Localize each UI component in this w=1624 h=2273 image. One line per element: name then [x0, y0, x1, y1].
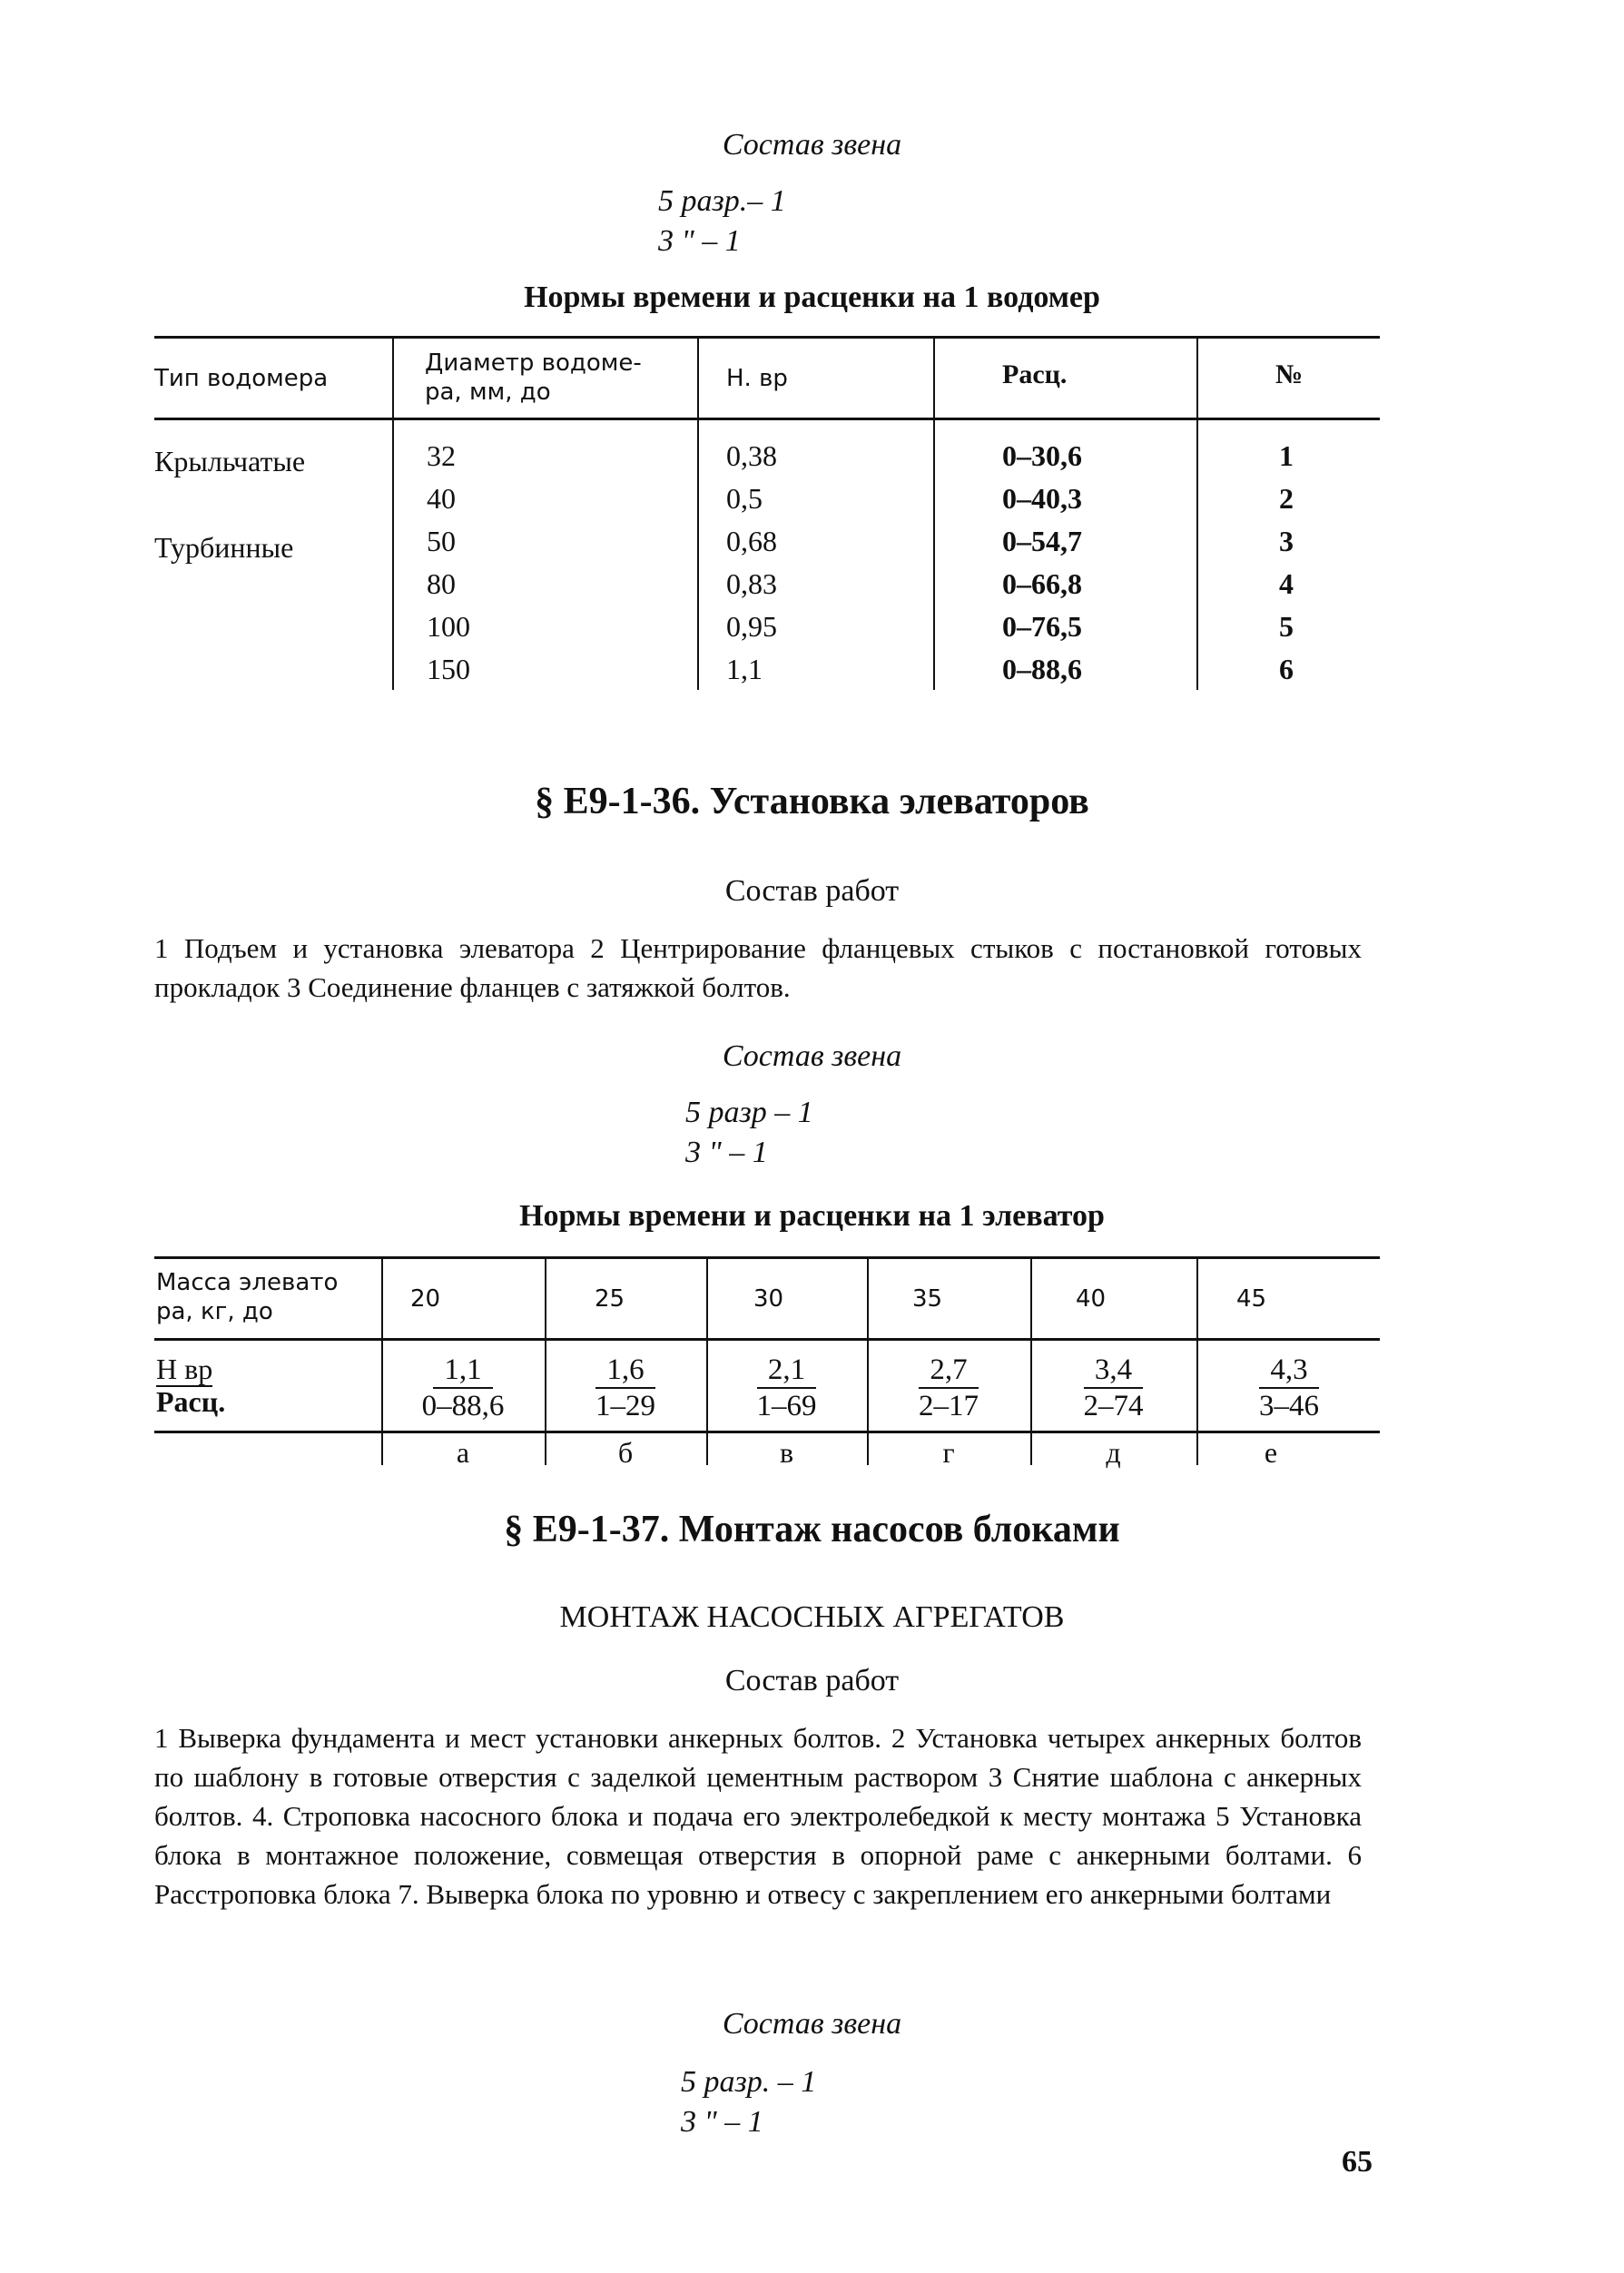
table2-fraction-time: 1,6 — [595, 1353, 655, 1389]
table2-header-mass-value: 45 — [1236, 1285, 1267, 1313]
table2-fraction-rate: 2–17 — [919, 1390, 979, 1422]
table1-type-vane: Крыльчатые — [154, 445, 306, 477]
table1-cell-time: 0,38 — [726, 439, 777, 472]
table2-fraction — [869, 1353, 1029, 1423]
table2-fraction — [708, 1353, 865, 1423]
table1-header-time: Н. вр — [726, 365, 788, 392]
table1-cell-rate: 0–76,5 — [1002, 610, 1082, 643]
crew-title-3: Состав звена — [722, 2007, 902, 2041]
table2-header-mass-value: 20 — [410, 1285, 441, 1313]
table2-fraction-time: 2,1 — [757, 1353, 816, 1389]
table1-type-turbine: Турбинные — [154, 531, 294, 564]
table1-cell-diameter: 40 — [427, 482, 456, 515]
table2-column-letter: а — [456, 1436, 470, 1469]
table1-cell-rate: 0–88,6 — [1002, 653, 1082, 685]
crew-title-2: Состав звена — [722, 1039, 902, 1073]
crew-line-2b: 3 " – 1 — [685, 1136, 768, 1169]
table1-cell-time: 0,95 — [726, 610, 777, 643]
table2-fraction — [383, 1353, 543, 1423]
crew-line-1b: 3 " – 1 — [658, 224, 741, 258]
crew-line-1a: 5 разр.– 1 — [658, 184, 786, 218]
table1-cell-number: 5 — [1279, 610, 1294, 643]
section-36-work-text: 1 Подъем и установка элеватора 2 Центрирование фланцевых стыков с постановкой готовых прокладок 3 Соединение фланцев с затяжкой болтов. — [154, 932, 1362, 1003]
table1-header-rate: Расц. — [1002, 359, 1068, 389]
table1-cell-number: 1 — [1279, 439, 1294, 472]
table1-cell-time: 0,83 — [726, 567, 777, 600]
table1-col-divider — [392, 338, 394, 690]
table2-fraction — [546, 1353, 704, 1423]
table2-header-mass-value: 30 — [753, 1285, 784, 1313]
table1-cell-diameter: 32 — [427, 439, 456, 472]
table1-cell-time: 0,68 — [726, 525, 777, 557]
crew-line-3a: 5 разр. – 1 — [681, 2065, 817, 2099]
table1-cell-time: 1,1 — [726, 653, 763, 685]
table2-fraction — [1198, 1353, 1380, 1423]
table1-cell-rate: 0–54,7 — [1002, 525, 1082, 557]
table1-header-type: Тип водомера — [154, 365, 329, 392]
table2-header-mass: Масса элевато ра, кг, до — [156, 1269, 339, 1325]
table2-header-mass-value: 25 — [595, 1285, 625, 1313]
page-number: 65 — [1342, 2145, 1373, 2179]
table1-cell-diameter: 50 — [427, 525, 456, 557]
section-37-work-title: Состав работ — [724, 1664, 900, 1697]
table2-fraction-rate: 1–29 — [595, 1390, 655, 1422]
table1-cell-rate: 0–66,8 — [1002, 567, 1082, 600]
table2-fraction-time: 3,4 — [1084, 1353, 1143, 1389]
table2-fraction-rate: 3–46 — [1259, 1390, 1319, 1422]
table2-row-label-rate: Расц. — [156, 1385, 226, 1418]
table1-cell-number: 3 — [1279, 525, 1294, 557]
table1-header-diameter: Диаметр водоме- ра, мм, до — [425, 349, 642, 406]
table2-column-letter: е — [1264, 1436, 1278, 1469]
table1-cell-diameter: 80 — [427, 567, 456, 600]
table1-col-divider — [933, 338, 935, 690]
table2-title: Нормы времени и расценки на 1 элеватор — [519, 1199, 1105, 1233]
table2-fraction-time: 1,1 — [433, 1353, 492, 1389]
section-36-heading: § Е9-1-36. Установка элеваторов — [535, 781, 1089, 822]
table2-column-letter: д — [1106, 1436, 1121, 1469]
table2-row-label-time-text: Н вр — [156, 1353, 213, 1385]
table1-cell-rate: 0–40,3 — [1002, 482, 1082, 515]
section-36-work-title: Состав работ — [724, 874, 900, 908]
crew-line-3b: 3 " – 1 — [681, 2105, 763, 2139]
table1-col-divider — [1196, 338, 1198, 690]
table1-header-number: № — [1275, 359, 1304, 389]
table1-col-divider — [697, 338, 699, 690]
table1-cell-number: 6 — [1279, 653, 1294, 685]
table2-column-letter: г — [942, 1436, 955, 1469]
table2-fraction — [1032, 1353, 1195, 1423]
section-37-heading: § Е9-1-37. Монтаж насосов блоками — [504, 1509, 1120, 1550]
table2-header-mass-value: 35 — [912, 1285, 943, 1313]
section-37-work-text: 1 Выверка фундамента и мест установки анкерных болтов. 2 Установка четырех анкерных болтов по шаблону в готовые отверстия с заделкой цементным раствором 3 Снятие шаблона с анкерных болтов. 4. Строповка насосного блока и подача его электролебедкой к месту монтажа 5 Установка блока в монтажное положение, совмещая отверстия в опорной раме с анкерными болтами. 6 Расстроповка блока 7. Выверка блока по уровню и отвесу с закреплением его анкерными болтами — [154, 1722, 1362, 1910]
table1-cell-diameter: 100 — [427, 610, 470, 643]
table2-fraction-time: 4,3 — [1259, 1353, 1318, 1389]
table1-cell-time: 0,5 — [726, 482, 763, 515]
table2-row-label-time — [156, 1353, 212, 1385]
table2-column-letter: в — [779, 1436, 794, 1469]
table2-fraction-rate: 0–88,6 — [421, 1390, 505, 1422]
table1-cell-number: 2 — [1279, 482, 1294, 515]
section-37-subheading: МОНТАЖ НАСОСНЫХ АГРЕГАТОВ — [559, 1600, 1065, 1634]
crew-title-1: Состав звена — [722, 128, 902, 162]
table1-title: Нормы времени и расценки на 1 водомер — [524, 280, 1100, 314]
table1-cell-number: 4 — [1279, 567, 1294, 600]
table2-fraction-time: 2,7 — [919, 1353, 978, 1389]
table2-column-letter: б — [617, 1436, 634, 1469]
table2-fraction-rate: 1–69 — [756, 1390, 817, 1422]
table1-cell-diameter: 150 — [427, 653, 470, 685]
crew-line-2a: 5 разр – 1 — [685, 1096, 813, 1129]
table2-header-mass-value: 40 — [1076, 1285, 1107, 1313]
table2-fraction-rate: 2–74 — [1083, 1390, 1144, 1422]
table1-cell-rate: 0–30,6 — [1002, 439, 1082, 472]
